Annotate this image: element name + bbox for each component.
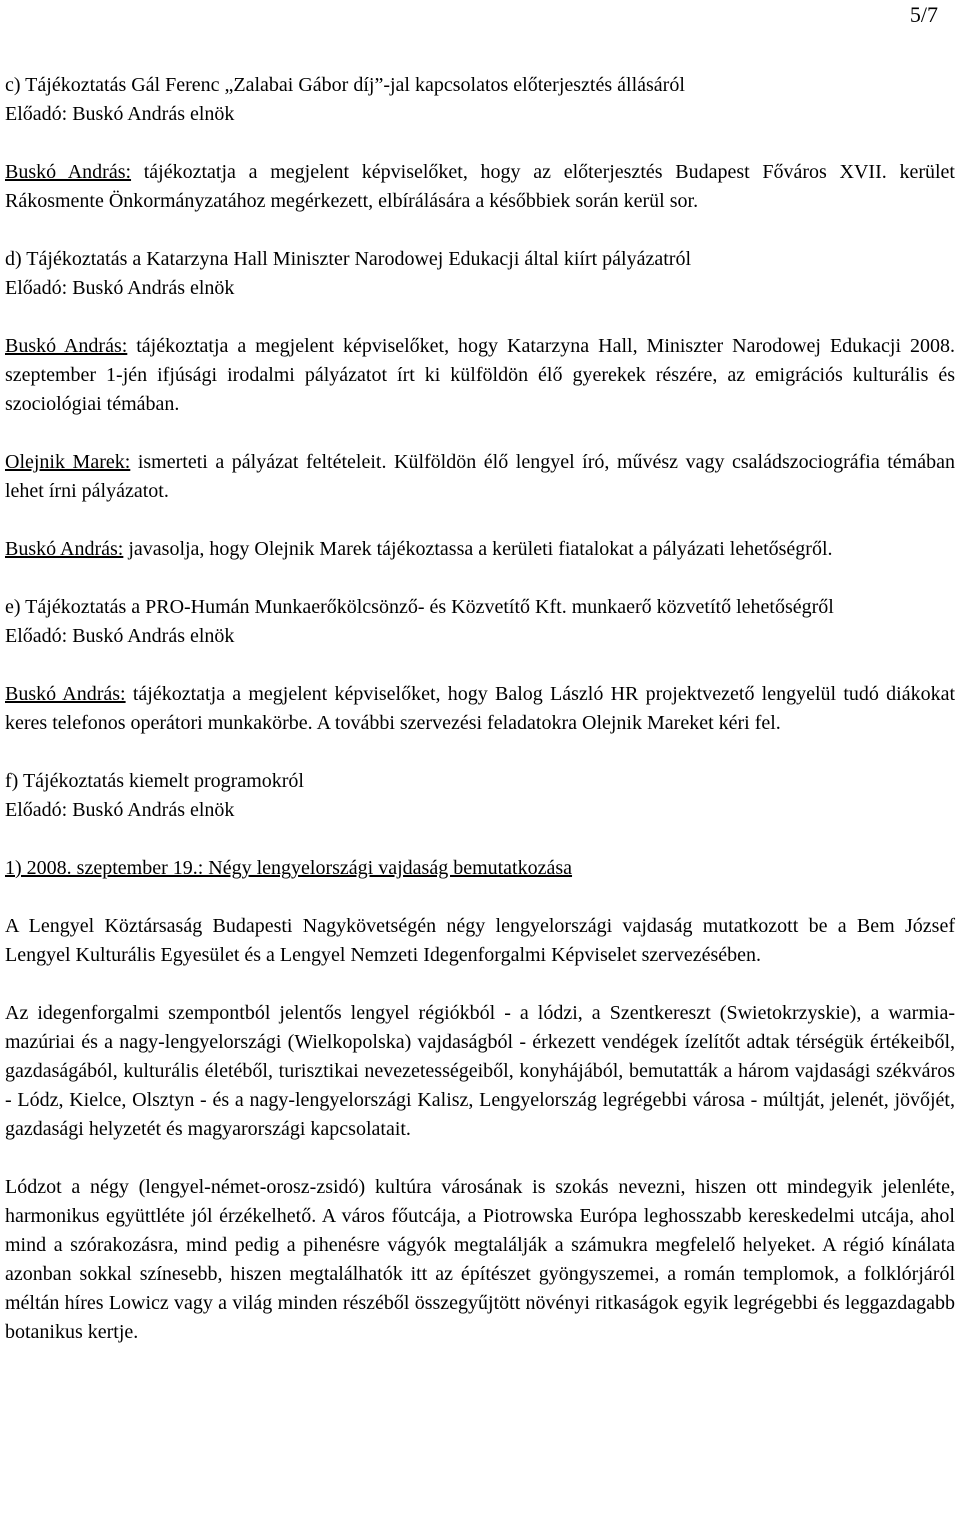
section-f-paragraph-2: Az idegenforgalmi szempontból jelentős lengyel régiókból - a lódzi, a Szentkereszt (Swietokrzyskie), a warmia-mazúriai és a nagy-lengyelországi (Wielkopolska) vajdaságból - érkezett vendégek ízelítőt adtak térségük értékeiből, gazdaságából, kulturális életéből, turisztikai nevezetességeiből, konyhájából, bemutatták a három vajdasági székváros - Lódz, Kielce, Olsztyn - és a nagy-lengyelországi Kalisz, Lengyelország legrégebbi városa - múltját, jelenét, jövőjét, gazdasági helyzetét és magyarországi kapcsolatait.: [5, 1002, 955, 1140]
speaker-name: Buskó András:: [5, 538, 124, 560]
paragraph-text: tájékoztatja a megjelent képviselőket, hogy Katarzyna Hall, Miniszter Narodowej Edukacji 2008. szeptember 1-jén ifjúsági irodalmi pályázatot írt ki külföldön élő gyerekek részére, az emigrációs kulturális és szociológiai témában.: [5, 335, 955, 415]
section-f-subheading: 1) 2008. szeptember 19.: Négy lengyelországi vajdaság bemutatkozása: [5, 857, 573, 879]
section-d-title: d) Tájékoztatás a Katarzyna Hall Miniszter Narodowej Edukacji által kiírt pályázatról: [5, 248, 692, 270]
speaker-name: Buskó András:: [5, 161, 132, 183]
section-f-paragraph-1: A Lengyel Köztársaság Budapesti Nagykövetségén négy lengyelországi vajdaság mutatkozott be a Bem József Lengyel Kulturális Egyesület és a Lengyel Nemzeti Idegenforgalmi Képviselet szervezésében.: [5, 915, 955, 966]
speaker-name: Buskó András:: [5, 335, 128, 357]
paragraph-text: ismerteti a pályázat feltételeit. Külföldön élő lengyel író, művész vagy családszociográfia témában lehet írni pályázatot.: [5, 451, 955, 502]
section-f-paragraph-3: Lódzot a négy (lengyel-német-orosz-zsidó) kultúra városának is szokás nevezni, hiszen ott mindegyik jelenléte, harmonikus együttléte jól érzékelhető. A város főutcája, a Piotrowska Európa leghosszabb kereskedelmi utcája, ahol mind a szórakozásra, mind pedig a pihenésre vágyók megtalálják a számukra megfelelő helyeket. A régió kínálata azonban sokkal színesebb, hiszen megtalálhatók itt az építészet gyöngyszemei, a román templomok, a folklórjáról méltán híres Lowicz vagy a világ minden részéből összegyűjtött növényi ritkaságok egyik legrégebbi és leggazdagabb botanikus kertje.: [5, 1176, 955, 1343]
section-e-presenter: Előadó: Buskó András elnök: [5, 625, 235, 647]
paragraph-text: tájékoztatja a megjelent képviselőket, hogy az előterjesztés Budapest Főváros XVII. kerület Rákosmente Önkormányzatához megérkezett, elbírálására a későbbiek során kerül sor.: [5, 161, 955, 212]
section-e-title: e) Tájékoztatás a PRO-Humán Munkaerőkölcsönző- és Közvetítő Kft. munkaerő közvetítő lehetőségről: [5, 596, 834, 618]
section-e-paragraph: [5, 680, 955, 738]
section-c-presenter: Előadó: Buskó András elnök: [5, 103, 235, 125]
section-f-title: f) Tájékoztatás kiemelt programokról: [5, 770, 304, 792]
section-f-presenter: Előadó: Buskó András elnök: [5, 799, 235, 821]
speaker-name: Buskó András:: [5, 683, 126, 705]
section-d-presenter: Előadó: Buskó András elnök: [5, 277, 235, 299]
document-body: [5, 71, 955, 1347]
paragraph-text: javasolja, hogy Olejnik Marek tájékoztassa a kerületi fiatalokat a pályázati lehetőségről.: [123, 538, 833, 560]
section-d-paragraph-3: [5, 535, 955, 564]
section-c-title: c) Tájékoztatás Gál Ferenc „Zalabai Gábor díj”-jal kapcsolatos előterjesztés állásáról: [5, 74, 685, 96]
section-d-paragraph-2: [5, 448, 955, 506]
section-d-paragraph-1: [5, 332, 955, 419]
section-c-paragraph: [5, 158, 955, 216]
speaker-name: Olejnik Marek:: [5, 451, 131, 473]
paragraph-text: tájékoztatja a megjelent képviselőket, hogy Balog László HR projektvezető lengyelül tudó diákokat keres telefonos operátori munkakörbe. A további szervezési feladatokra Olejnik Mareket kéri fel.: [5, 683, 956, 734]
page-number: 5/7: [909, 2, 938, 27]
